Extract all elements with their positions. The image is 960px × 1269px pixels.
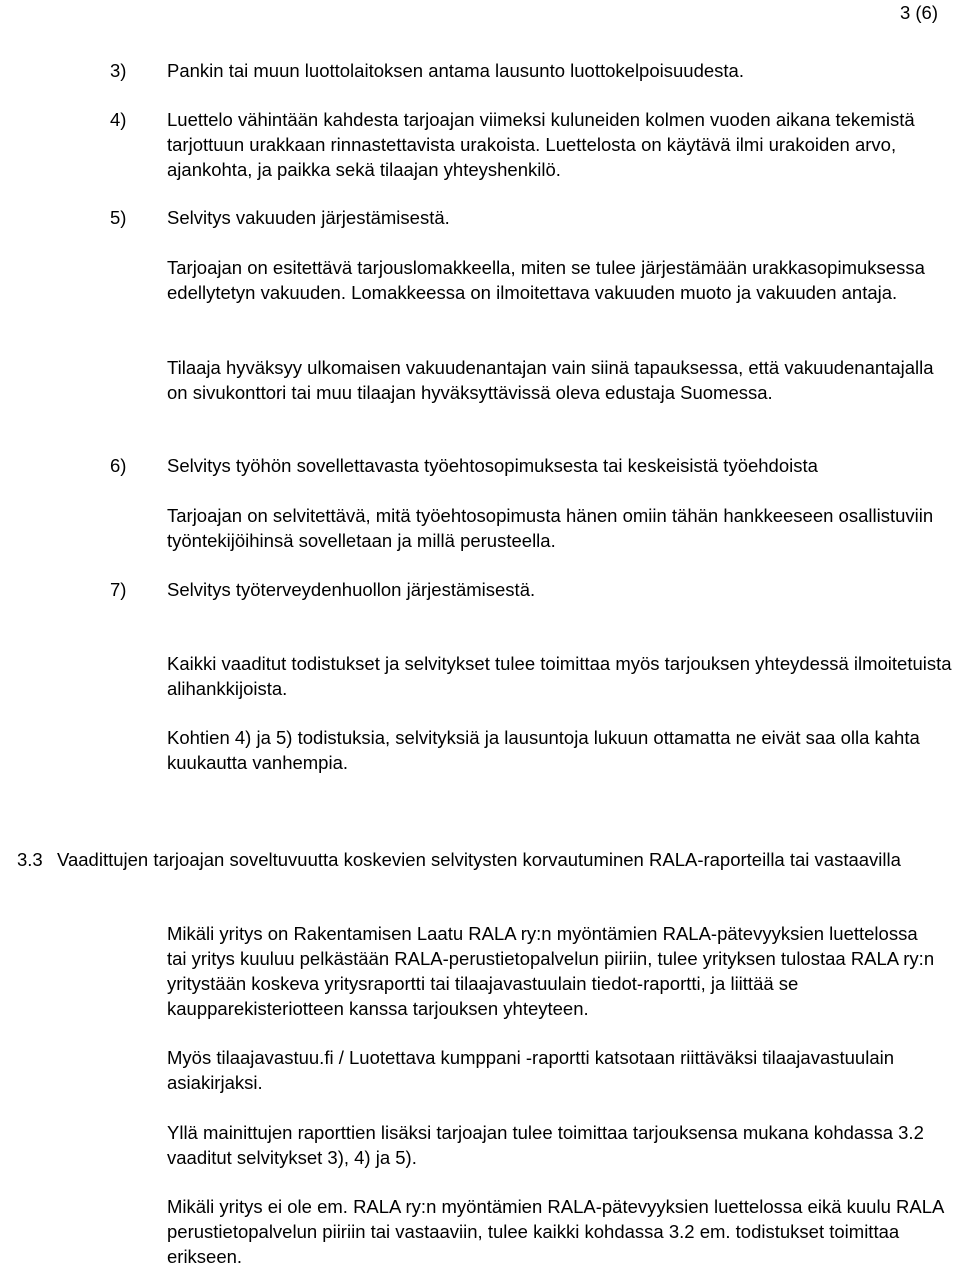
list-item-text: Selvitys työhön sovellettavasta työehtosopimuksesta tai keskeisistä työehdoista [167, 455, 818, 476]
paragraph-subcontractors: Kaikki vaaditut todistukset ja selvitykset tulee toimittaa myös tarjouksen yhteydessä ilmoitetuista alihankkijoista. [167, 653, 952, 699]
page-number: 3 (6) [899, 2, 938, 23]
paragraph-rala-report: Mikäli yritys on Rakentamisen Laatu RALA ry:n myöntämien RALA-pätevyyksien luettelossa tai yritys kuuluu pelkästään RALA-perustietopalvelun piiriin, tulee yrityksen tulostaa RALA ry:n yritystään koskeva yritysraportti tai tilaajavastuulain tiedot-raportti, ja liittää se kaupparekisteriotteen kanssa tarjouksen yhteyteen. [167, 923, 935, 1019]
list-item-number: 5) [110, 207, 127, 228]
paragraph-tilaajavastuu: Myös tilaajavastuu.fi / Luotettava kumppani -raportti katsotaan riittäväksi tilaajavastuulain asiakirjaksi. [167, 1047, 895, 1093]
list-item-text: Selvitys vakuuden järjestämisestä. [167, 207, 450, 228]
paragraph-no-rala: Mikäli yritys ei ole em. RALA ry:n myöntämien RALA-pätevyyksien luettelossa eikä kuulu RALA perustietopalvelun piiriin tai vastaaviin, tulee kaikki kohdassa 3.2 em. todistukset toimittaa erikseen. [167, 1196, 944, 1267]
paragraph-collective-agreement: Tarjoajan on selvitettävä, mitä työehtosopimusta hänen omiin tähän hankkeeseen osallistuviin työntekijöihinsä sovelletaan ja millä perusteella. [167, 505, 934, 551]
list-item-text: Pankin tai muun luottolaitoksen antama lausunto luottokelpoisuudesta. [167, 60, 744, 81]
paragraph-additional-reports: Yllä mainittujen raporttien lisäksi tarjoajan tulee toimittaa tarjouksensa mukana kohdassa 3.2 vaaditut selvitykset 3), 4) ja 5). [167, 1122, 924, 1168]
paragraph-document-age: Kohtien 4) ja 5) todistuksia, selvityksiä ja lausuntoja lukuun ottamatta ne eivät saa olla kahta kuukautta vanhempia. [167, 727, 920, 773]
list-item-number: 7) [110, 579, 127, 600]
section-number: 3.3 [17, 849, 43, 870]
section-title: Vaadittujen tarjoajan soveltuvuutta koskevien selvitysten korvautuminen RALA-raporteilla tai vastaavilla [57, 849, 901, 870]
list-item-number: 6) [110, 455, 127, 476]
paragraph-guarantee-form: Tarjoajan on esitettävä tarjouslomakkeella, miten se tulee järjestämään urakkasopimuksessa edellytetyn vakuuden. Lomakkeessa on ilmoitettava vakuuden muoto ja vakuuden antaja. [167, 257, 925, 303]
list-item-number: 3) [110, 60, 127, 81]
list-item-text: Selvitys työterveydenhuollon järjestämisestä. [167, 579, 536, 600]
paragraph-foreign-guarantor: Tilaaja hyväksyy ulkomaisen vakuudenantajan vain siinä tapauksessa, että vakuudenantajalla on sivukonttori tai muu tilaajan hyväksyttävissä oleva edustaja Suomessa. [167, 357, 934, 403]
list-item-number: 4) [110, 109, 127, 130]
list-item-text: Luettelo vähintään kahdesta tarjoajan viimeksi kuluneiden kolmen vuoden aikana tekemistä tarjottuun urakkaan rinnastettavista urakoista. Luettelosta on käytävä ilmi urakoiden arvo, ajankohta, ja paikka sekä tilaajan yhteyshenkilö. [167, 109, 915, 180]
